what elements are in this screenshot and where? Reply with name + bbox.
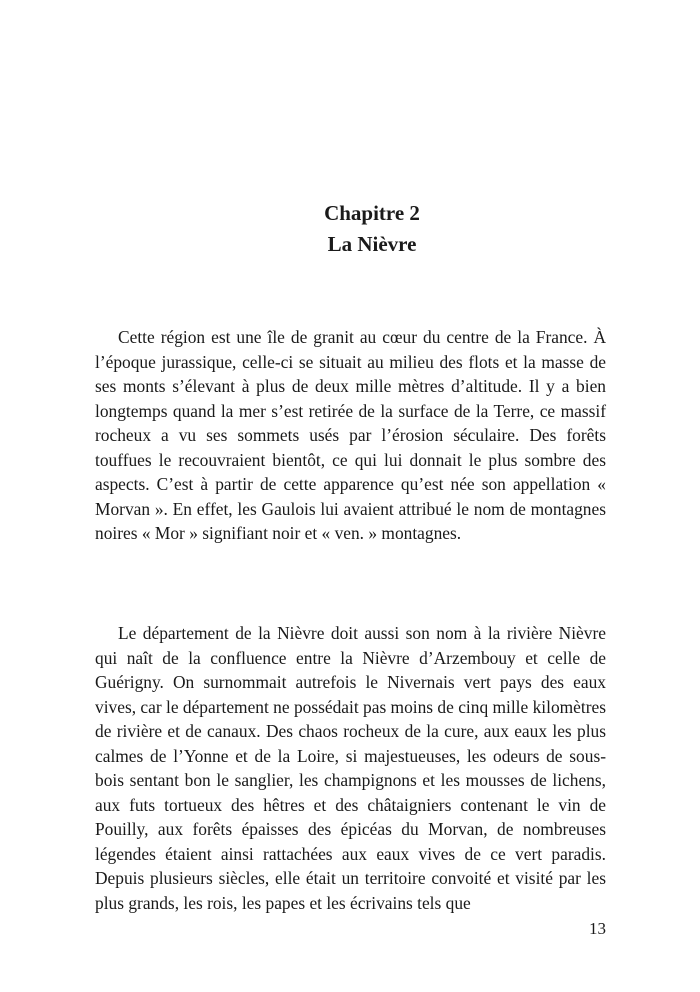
chapter-title: Chapitre 2 <box>324 201 420 225</box>
body-paragraph: Cette région est une île de granit au cœur du centre de la France. À l’époque jurassique, celle-ci se situait au milieu des flots et la masse de ses monts s’élevant à plus de deux mille mètres d’altitude. Il y a bien longtemps quand la mer s’est retirée de la surface de la Terre, ce massif rocheux a vu ses sommets usés par l’érosion séculaire. Des forêts touffues le recouvraient bientôt, ce qui lui donnait le plus sombre des aspects. C’est à partir de cette apparence qu’est née son appellation « Morvan ». En effet, les Gaulois lui avaient attribué le nom de montagnes noires « Mor » signifiant noir et « ven. » montagnes. <box>95 327 606 543</box>
body-paragraph: Le département de la Nièvre doit aussi son nom à la rivière Nièvre qui naît de la confluence entre la Nièvre d’Arzembouy et celle de Guérigny. On surnommait autrefois le Nivernais vert pays des eaux vives, car le département ne possédait pas moins de cinq mille kilomètres de rivière et de canaux. Des chaos rocheux de la cure, aux eaux les plus calmes de l’Yonne et de la Loire, si majestueuses, les odeurs de sous-bois sentant bon le sanglier, les champignons et les mousses de lichens, aux futs tortueux des hêtres et des châtaigniers contenant le vin de Pouilly, aux forêts épaisses des épicéas du Morvan, de nombreuses légendes étaient ainsi rattachées aux eaux vives de ce vert paradis. Depuis plusieurs siècles, elle était un territoire convoité et visité par les plus grands, les rois, les papes et les écrivains tels que <box>95 623 606 913</box>
chapter-heading <box>0 198 700 260</box>
page-number: 13 <box>589 919 606 938</box>
chapter-subtitle: La Nièvre <box>327 232 417 256</box>
